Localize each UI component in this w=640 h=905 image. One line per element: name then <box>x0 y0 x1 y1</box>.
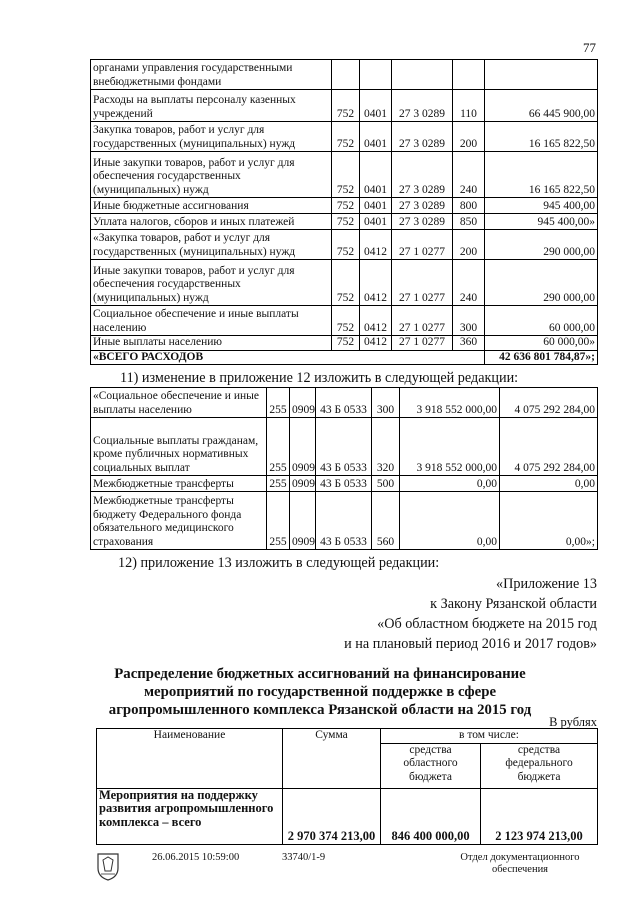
table-row <box>91 214 598 230</box>
cell-grbs: 752 <box>332 214 360 230</box>
cell-vr: 200 <box>453 230 485 260</box>
cell-csr: 27 1 0277 <box>392 336 453 351</box>
cell-name: Социальные выплаты гражданам, кроме публичных нормативных социальных выплат <box>91 418 267 476</box>
cell-csr: 27 1 0277 <box>392 306 453 336</box>
cell-grbs: 255 <box>267 476 290 492</box>
cell-rzpr <box>360 60 392 90</box>
cell-name: Иные выплаты населению <box>91 336 332 351</box>
cell-csr: 27 3 0289 <box>392 198 453 214</box>
title-line-3: агропромышленного комплекса Рязанской области на 2015 год <box>108 702 532 718</box>
cell-rzpr: 0909 <box>290 388 316 418</box>
table-row <box>91 336 598 351</box>
total-row <box>91 350 598 365</box>
cell-csr: 43 Б 0533 <box>316 388 372 418</box>
appendix12-table <box>90 387 598 550</box>
appendix-line-1: «Приложение 13 <box>496 576 597 592</box>
cell-grbs: 752 <box>332 230 360 260</box>
cell-sum: 66 445 900,00 <box>485 90 598 122</box>
footer-department: Отдел документационного обеспечения <box>460 852 580 875</box>
cell-s2: 0,00»; <box>500 492 598 550</box>
cell-rzpr: 0401 <box>360 152 392 198</box>
cell-name: Иные закупки товаров, работ и услуг для обеспечения государственных (муниципальных) нужд <box>91 260 332 306</box>
cell-vr <box>453 60 485 90</box>
coat-of-arms-icon <box>95 851 121 881</box>
cell-grbs: 752 <box>332 336 360 351</box>
cell-csr: 43 Б 0533 <box>316 492 372 550</box>
cell-sum <box>485 60 598 90</box>
cell-vr: 200 <box>453 122 485 152</box>
total-sum: 42 636 801 784,87»; <box>485 350 598 365</box>
title-line-2: мероприятий по государственной поддержке в сфере <box>143 684 497 700</box>
cell-s2: 4 075 292 284,00 <box>500 388 598 418</box>
cell-vr: 320 <box>372 418 400 476</box>
cell-sum: 290 000,00 <box>485 230 598 260</box>
cell-rzpr: 0401 <box>360 122 392 152</box>
cell-grbs: 752 <box>332 306 360 336</box>
cell-grbs: 752 <box>332 152 360 198</box>
cell-csr: 43 Б 0533 <box>316 418 372 476</box>
cell-vr: 300 <box>453 306 485 336</box>
footer-datetime: 26.06.2015 10:59:00 <box>152 852 240 863</box>
cell-grbs: 752 <box>332 122 360 152</box>
header-including: в том числе: <box>381 729 598 744</box>
cell-rzpr: 0909 <box>290 492 316 550</box>
cell-csr: 27 3 0289 <box>392 90 453 122</box>
cell-name: Расходы на выплаты персоналу казенных учреждений <box>91 90 332 122</box>
table-row <box>91 198 598 214</box>
cell-csr: 27 1 0277 <box>392 260 453 306</box>
header-name: Наименование <box>97 729 283 789</box>
cell-name: Межбюджетные трансферты <box>91 476 267 492</box>
cell-s2: 0,00 <box>500 476 598 492</box>
appendix-line-4: и на плановый период 2016 и 2017 годов» <box>344 636 597 652</box>
table-row <box>91 418 598 476</box>
row-sum: 2 970 374 213,00 <box>283 788 381 844</box>
table-row <box>91 260 598 306</box>
cell-vr: 300 <box>372 388 400 418</box>
cell-vr: 800 <box>453 198 485 214</box>
cell-name: «Социальное обеспечение и иные выплаты населению <box>91 388 267 418</box>
cell-rzpr: 0412 <box>360 260 392 306</box>
cell-csr: 27 3 0289 <box>392 152 453 198</box>
expenses-table <box>90 59 598 365</box>
cell-rzpr: 0412 <box>360 336 392 351</box>
cell-s2: 4 075 292 284,00 <box>500 418 598 476</box>
paragraph-12: 12) приложение 13 изложить в следующей редакции: <box>118 555 440 571</box>
table-row <box>91 476 598 492</box>
cell-name: «Закупка товаров, работ и услуг для государственных (муниципальных) нужд <box>91 230 332 260</box>
cell-name: Иные бюджетные ассигнования <box>91 198 332 214</box>
cell-sum: 16 165 822,50 <box>485 122 598 152</box>
table-row <box>91 90 598 122</box>
cell-name: Межбюджетные трансферты бюджету Федерального фонда обязательного медицинского страхования <box>91 492 267 550</box>
cell-grbs: 255 <box>267 492 290 550</box>
cell-rzpr: 0401 <box>360 90 392 122</box>
cell-s1: 3 918 552 000,00 <box>400 388 500 418</box>
row-regional: 846 400 000,00 <box>381 788 481 844</box>
cell-vr: 360 <box>453 336 485 351</box>
cell-grbs: 752 <box>332 260 360 306</box>
paragraph-11: 11) изменение в приложение 12 изложить в следующей редакции: <box>120 370 519 386</box>
footer-doc-number: 33740/1-9 <box>282 852 326 863</box>
appendix-line-3: «Об областном бюджете на 2015 год <box>377 616 597 632</box>
cell-name: Уплата налогов, сборов и иных платежей <box>91 214 332 230</box>
header-federal: средства федерального бюджета <box>481 743 598 788</box>
cell-sum: 945 400,00» <box>485 214 598 230</box>
cell-vr: 240 <box>453 260 485 306</box>
cell-vr: 560 <box>372 492 400 550</box>
table-row <box>91 230 598 260</box>
table-row <box>91 122 598 152</box>
cell-grbs: 255 <box>267 418 290 476</box>
row-name: Мероприятия на поддержку развития агропромышленного комплекса – всего <box>97 788 283 844</box>
cell-csr: 27 1 0277 <box>392 230 453 260</box>
cell-rzpr: 0412 <box>360 306 392 336</box>
cell-vr: 500 <box>372 476 400 492</box>
cell-vr: 110 <box>453 90 485 122</box>
cell-sum: 290 000,00 <box>485 260 598 306</box>
cell-rzpr: 0909 <box>290 476 316 492</box>
cell-grbs <box>332 60 360 90</box>
cell-csr: 27 3 0289 <box>392 122 453 152</box>
table-row <box>91 306 598 336</box>
cell-s1: 0,00 <box>400 492 500 550</box>
cell-sum: 60 000,00 <box>485 306 598 336</box>
cell-rzpr: 0401 <box>360 198 392 214</box>
total-label: «ВСЕГО РАСХОДОВ <box>91 350 485 365</box>
table-row <box>91 388 598 418</box>
cell-name: Иные закупки товаров, работ и услуг для обеспечения государственных (муниципальных) нужд <box>91 152 332 198</box>
page-number: 77 <box>583 40 596 55</box>
cell-rzpr: 0401 <box>360 214 392 230</box>
cell-sum: 60 000,00» <box>485 336 598 351</box>
cell-csr <box>392 60 453 90</box>
cell-sum: 945 400,00 <box>485 198 598 214</box>
cell-rzpr: 0412 <box>360 230 392 260</box>
cell-rzpr: 0909 <box>290 418 316 476</box>
cell-name: Социальное обеспечение и иные выплаты населению <box>91 306 332 336</box>
cell-grbs: 255 <box>267 388 290 418</box>
cell-csr: 43 Б 0533 <box>316 476 372 492</box>
cell-name: органами управления государственными внебюджетными фондами <box>91 60 332 90</box>
cell-name: Закупка товаров, работ и услуг для государственных (муниципальных) нужд <box>91 122 332 152</box>
table-row <box>91 152 598 198</box>
units-label: В рублях <box>549 715 597 729</box>
cell-grbs: 752 <box>332 198 360 214</box>
cell-csr: 27 3 0289 <box>392 214 453 230</box>
cell-s1: 3 918 552 000,00 <box>400 418 500 476</box>
header-regional: средства областного бюджета <box>381 743 481 788</box>
cell-s1: 0,00 <box>400 476 500 492</box>
title-line-1: Распределение бюджетных ассигнований на финансирование <box>114 666 526 682</box>
cell-vr: 240 <box>453 152 485 198</box>
agro-support-table <box>96 728 598 845</box>
header-sum: Сумма <box>283 729 381 789</box>
row-federal: 2 123 974 213,00 <box>481 788 598 844</box>
appendix-line-2: к Закону Рязанской области <box>430 596 597 612</box>
table-row <box>91 60 598 90</box>
table-row <box>91 492 598 550</box>
cell-vr: 850 <box>453 214 485 230</box>
cell-grbs: 752 <box>332 90 360 122</box>
cell-sum: 16 165 822,50 <box>485 152 598 198</box>
